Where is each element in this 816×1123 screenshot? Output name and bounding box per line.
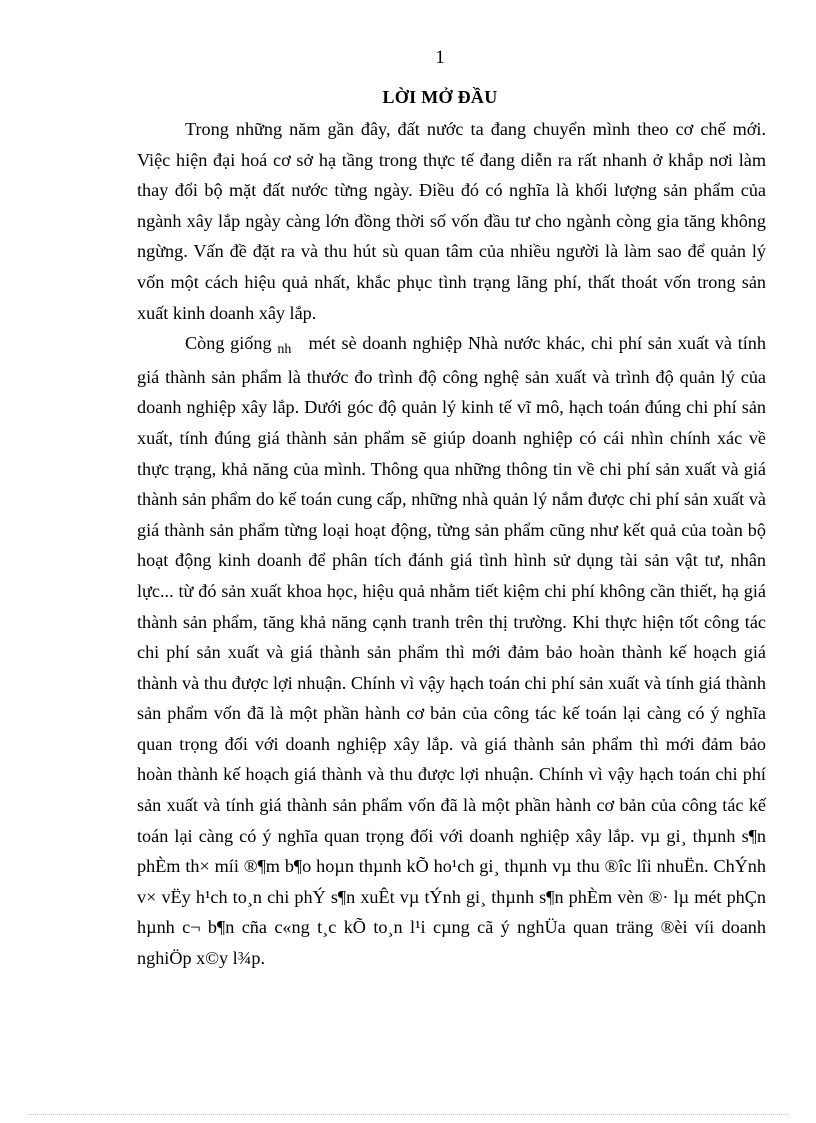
page-number: 1 — [435, 47, 445, 68]
paragraph-1 — [137, 114, 766, 328]
page-bottom-rule — [28, 1114, 788, 1115]
body-text — [137, 114, 766, 974]
paragraph-1-text: Trong những năm gần đây, đất nước ta đang chuyển mình theo cơ chế mới. Việc hiện đại hoá cơ sở hạ tầng trong thực tế đang diễn ra rất nhanh ở khắp nơi làm thay đổi bộ mặt đất nước từng ngày. Điều đó có nghĩa là khối lượng sản phẩm của ngành xây lắp ngày càng lớn đồng thời số vốn đầu tư cho ngành còng gia tăng không ngừng. Vấn đề đặt ra và thu hút sù quan tâm của nhiều người là làm sao để quản lý vốn một cách hiệu quả nhất, khắc phục tình trạng lãng phí, thất thoát vốn trong sản xuất kinh doanh xây lắp. — [137, 119, 766, 323]
document-title: LỜI MỞ ĐẦU — [382, 87, 498, 107]
paragraph-2-text: mét sè doanh nghiệp Nhà nước khác, chi phí sản xuất và tính giá thành sản phẩm là thước đo trình độ công nghệ sản xuất và trình độ quản lý của doanh nghiệp xây lắp. Dưới góc độ quản lý kinh tế vĩ mô, hạch toán đúng chi phí sản xuất, tính đúng giá thành sản phẩm sẽ giúp doanh nghiệp có cái nhìn chính xác về thực trạng, khả năng của mình. Thông qua những thông tin về chi phí sản xuất và giá thành sản phẩm do kế toán cung cấp, những nhà quản lý nắm được chi phí sản xuất và giá thành sản phẩm từng loại hoạt động, từng sản phẩm cũng như kết quả của toàn bộ hoạt động kinh doanh để phân tích đánh giá tình hình sử dụng tài sản vật tư, nhân lực... từ đó sản xuất khoa học, hiệu quả nhằm tiết kiệm chi phí không cần thiết, hạ giá thành sản phẩm, tăng khả năng cạnh tranh trên thị trường. Khi thực hiện tốt công tác chi phí sản xuất và giá thành sản phẩm thì mới đảm bảo hoàn thành kế hoạch giá thành và thu được lợi nhuận. Chính vì vậy hạch toán chi phí sản xuất và tính giá thành sản phẩm vốn đã là một phần hành cơ bản của công tác kế toán lại càng có ý nghĩa quan trọng đối với doanh nghiệp xây lắp. và giá thành sản phẩm thì mới đảm bảo hoàn thành kế hoạch giá thành và thu được lợi nhuận. Chính vì vậy hạch toán chi phí sản xuất và tính giá thành sản phẩm vốn đã là một phần hành cơ bản của công tác kế toán lại càng có ý nghĩa quan trọng đối với doanh nghiệp xây lắp. vµ gi¸ thµnh s¶n phÈm th× míi ®¶m b¶o hoµn thµnh kÕ ho¹ch gi¸ thµnh vµ thu ®îc lîi nhuËn. ChÝnh v× vËy h¹ch to¸n chi phÝ s¶n xuÊt vµ tÝnh gi¸ thµnh s¶n phÈm vèn ®· lµ mét phÇn hµnh c¬ b¶n cña c«ng t¸c kÕ to¸n l¹i cµng cã ý nghÜa quan träng ®èi víi doanh nghiÖp x©y l¾p. — [137, 333, 766, 969]
paragraph-2-lead: Còng giống — [185, 333, 272, 354]
paragraph-2 — [137, 328, 766, 973]
paragraph-2-subscript: nh — [277, 342, 292, 358]
